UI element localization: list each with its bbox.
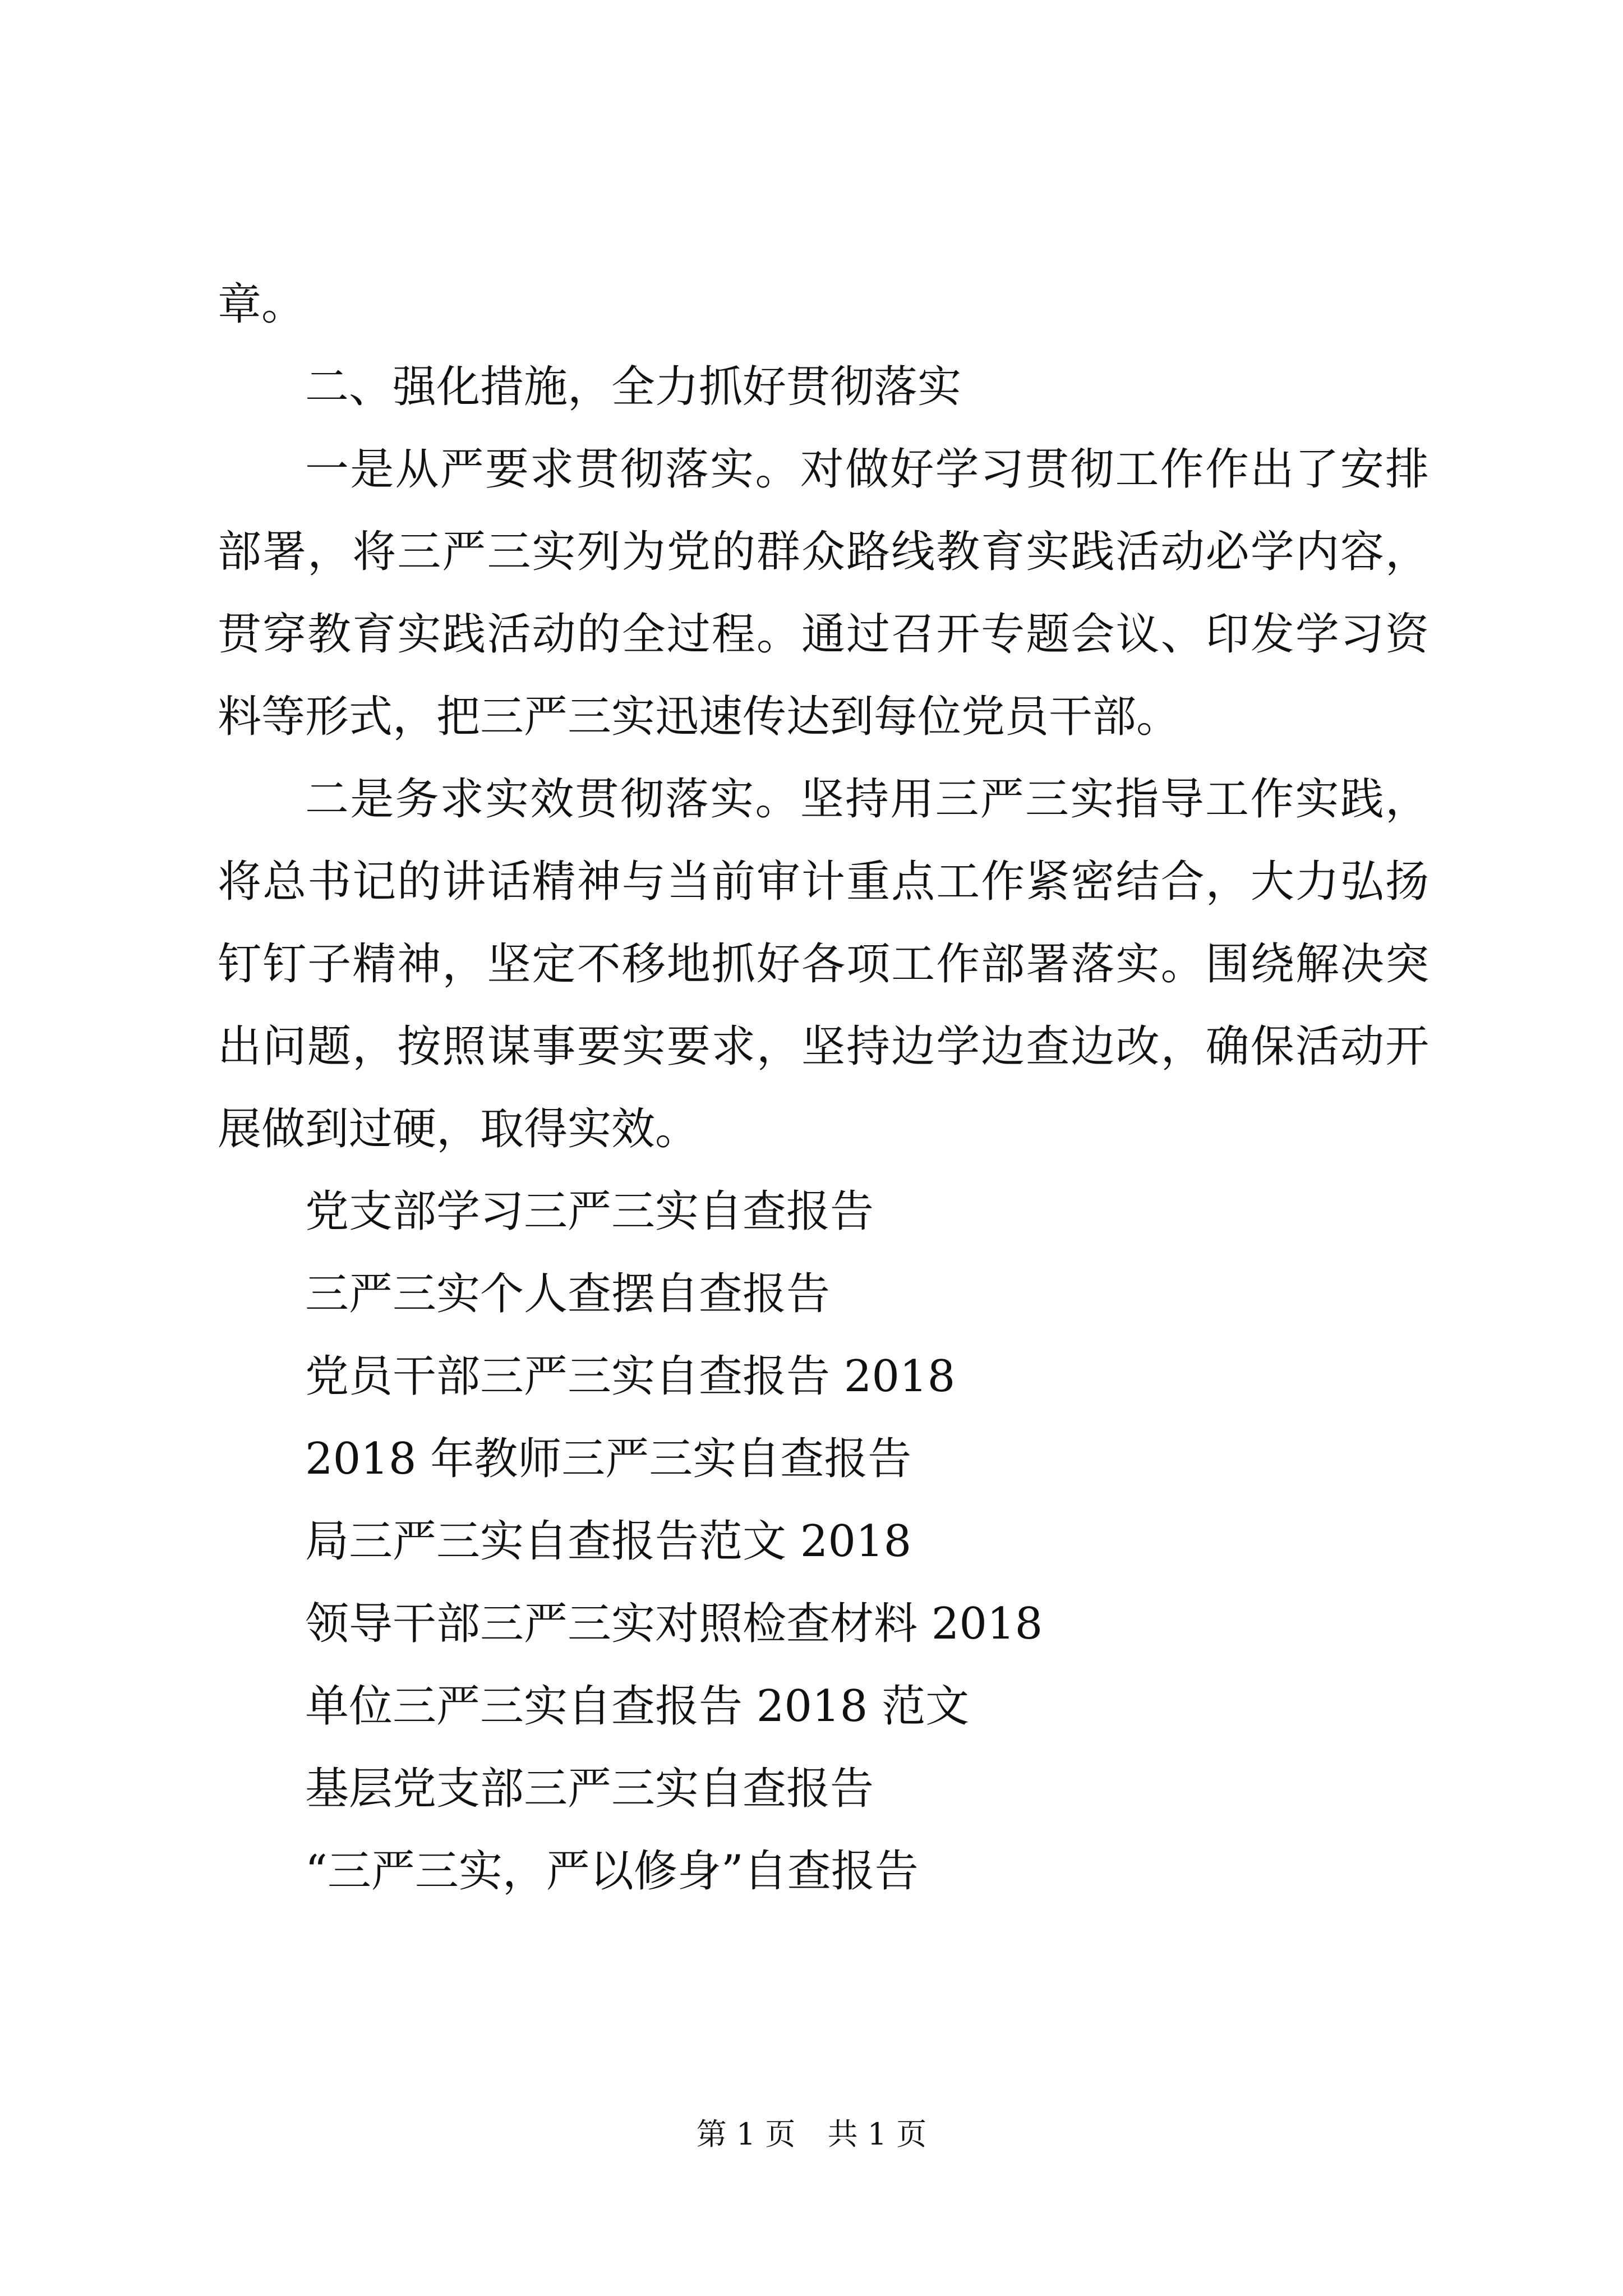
page-number-current: 第 1 页 [696, 2116, 796, 2152]
related-title-item: “三严三实，严以修身”自查报告 [305, 1846, 919, 1897]
page-number-total: 共 1 页 [827, 2116, 927, 2152]
related-title-item: 单位三严三实自查报告 2018 范文 [305, 1681, 970, 1732]
paragraph-point-one: 一是从严要求贯彻落实。对做好学习贯彻工作作出了安排部署，将三严三实列为党的群众路线教育实践活动必学内容，贯穿教育实践活动的全过程。通过召开专题会议、印发学习资料等形式，把三严三实迅速传达到每位党员干部。 [218, 444, 1429, 742]
paragraph-point-two: 二是务求实效贯彻落实。坚持用三严三实指导工作实践，将总书记的讲话精神与当前审计重点工作紧密结合，大力弘扬钉钉子精神，坚定不移地抓好各项工作部署落实。围绕解决突出问题，按照谋事要实要求，坚持边学边查边改，确保活动开展做到过硬，取得实效。 [218, 774, 1429, 1154]
related-title-item: 2018 年教师三严三实自查报告 [305, 1434, 912, 1484]
section-heading: 二、强化措施，全力抓好贯彻落实 [305, 362, 962, 412]
document-body [218, 264, 1429, 1913]
related-title-item: 党支部学习三严三实自查报告 [305, 1186, 874, 1237]
related-title-item: 领导干部三严三实对照检查材料 2018 [305, 1599, 1043, 1649]
related-titles-list [218, 1171, 1429, 1913]
related-title-item: 党员干部三严三实自查报告 2018 [305, 1351, 956, 1402]
paragraph-continuation: 章。 [218, 279, 306, 330]
page-footer [0, 2115, 1623, 2154]
related-title-item: 局三严三实自查报告范文 2018 [305, 1516, 912, 1567]
related-title-item: 基层党支部三严三实自查报告 [305, 1764, 874, 1814]
related-title-item: 三严三实个人查摆自查报告 [305, 1269, 831, 1319]
